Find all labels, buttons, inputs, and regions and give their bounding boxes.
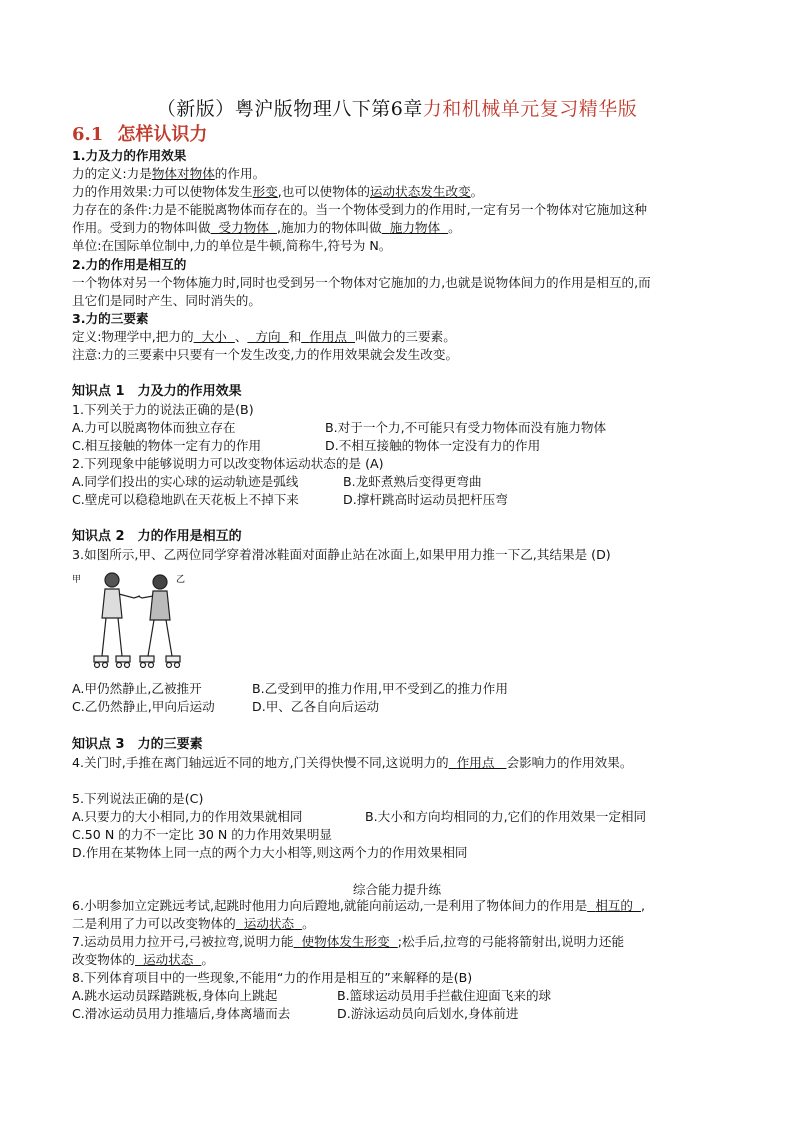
text: ;松手后,拉弯的弓能将箭射出,说明力还能 <box>397 934 625 949</box>
question-3: 3.如图所示,甲、乙两位同学穿着滑冰鞋面对面静止站在冰面上,如果甲用力推一下乙,其结果是 (D) <box>72 547 611 562</box>
underlined-text: 物体对物体 <box>151 166 215 181</box>
title-highlight: 力和机械单元复习精华版 <box>422 98 638 120</box>
q1-option-b: B.对于一个力,不可能只有受力物体而没有施力物体 <box>325 420 607 435</box>
effect-line <box>72 183 483 201</box>
underlined-blank <box>236 916 302 931</box>
question-6 <box>72 897 645 915</box>
question-5: 5.下列说法正确的是(C) <box>72 791 204 806</box>
text: 。 <box>302 916 315 931</box>
q1-option-d: D.不相互接触的物体一定没有力的作用 <box>325 438 541 453</box>
q5-option-a: A.只要力的大小相同,力的作用效果就相同 <box>72 809 303 824</box>
q8-option-b: B.篮球运动员用手拦截住迎面飞来的球 <box>337 988 552 1003</box>
underlined-blank <box>211 220 277 235</box>
q3-option-a: A.甲仍然静止,乙被推开 <box>72 681 202 696</box>
section-heading <box>72 123 207 147</box>
text: 、 <box>234 329 248 344</box>
question-8: 8.下列体育项目中的一些现象,不能用“力的作用是相互的”来解释的是(B) <box>72 970 473 985</box>
text: 会影响力的作用效果。 <box>506 755 633 770</box>
text: 作用。受到力的物体叫做 <box>72 220 211 235</box>
q2-option-d: D.撑杆跳高时运动员把杆压弯 <box>343 492 508 507</box>
heading-three-elements: 3.力的三要素 <box>72 311 149 326</box>
underlined-blank <box>135 952 201 967</box>
q8-option-c: C.滑冰运动员用力推墙后,身体离墙而去 <box>72 1006 291 1021</box>
person-jia <box>94 573 140 668</box>
q2-option-a: A.同学们投出的实心球的运动轨迹是弧线 <box>72 474 299 489</box>
section-name: 怎样认识力 <box>117 124 208 145</box>
text: 定义:物理学中,把力的 <box>72 329 194 344</box>
question-1: 1.下列关于力的说法正确的是(B) <box>72 402 254 417</box>
underlined-text: 运动状态发生改变 <box>369 184 471 199</box>
answer: 运动状态 <box>243 916 295 931</box>
q3-option-c: C.乙仍然静止,甲向后运动 <box>72 699 215 714</box>
condition-line-2 <box>72 219 461 237</box>
underlined-text: 形变 <box>252 184 278 199</box>
figure-label-yi: 乙 <box>176 575 186 585</box>
underlined-blank <box>301 329 355 344</box>
question-2: 2.下列现象中能够说明力可以改变物体运动状态的是 (A) <box>72 456 384 471</box>
answer: 大小 <box>201 329 227 344</box>
answer: 施力物体 <box>389 220 441 235</box>
underlined-blank <box>449 755 507 770</box>
kp2-heading: 知识点 2 力的作用是相互的 <box>72 529 242 544</box>
underlined-blank <box>194 329 235 344</box>
condition-line: 力存在的条件:力是不能脱离物体而存在的。当一个物体受到力的作用时,一定有另一个物体对它施加这种 <box>72 202 647 217</box>
text: 改变物体的 <box>72 952 135 967</box>
mutual-line: 一个物体对另一个物体施力时,同时也受到另一个物体对它施加的力,也就是说物体间力的作用是相互的,而 <box>72 275 651 290</box>
text: 力的作用效果:力可以使物体发生 <box>72 184 253 199</box>
text: 的作用。 <box>214 166 266 181</box>
text: , <box>641 898 646 913</box>
answer: 运动状态 <box>142 952 194 967</box>
skaters-figure <box>72 568 202 680</box>
note-line: 注意:力的三要素中只要有一个发生改变,力的作用效果就会发生改变。 <box>72 347 459 362</box>
text: ,也可以使物体的 <box>277 184 370 199</box>
text: 7.运动员用力拉开弓,弓被拉弯,说明力能 <box>72 934 294 949</box>
answer: 作用点 <box>456 755 495 770</box>
figure-label-jia: 甲 <box>72 575 82 585</box>
q1-option-a: A.力可以脱离物体而独立存在 <box>72 420 236 435</box>
answer: 方向 <box>255 329 281 344</box>
heading-force-effect: 1.力及力的作用效果 <box>72 148 187 163</box>
kp1-heading: 知识点 1 力及力的作用效果 <box>72 384 242 399</box>
q2-option-b: B.龙虾煮熟后变得更弯曲 <box>343 474 482 489</box>
definition-line <box>72 165 265 183</box>
text: 4.关门时,手推在离门轴远近不同的地方,门关得快慢不同,这说明力的 <box>72 755 449 770</box>
person-yi <box>138 575 180 668</box>
three-elements-line <box>72 328 456 346</box>
underlined-blank <box>294 934 398 949</box>
q3-option-b: B.乙受到甲的推力作用,甲不受到乙的推力作用 <box>252 681 508 696</box>
text: 。 <box>470 184 484 199</box>
q8-option-d: D.游泳运动员向后划水,身体前进 <box>337 1006 519 1021</box>
text: 。 <box>201 952 214 967</box>
question-4 <box>72 754 632 772</box>
text: 和 <box>288 329 302 344</box>
answer: 使物体发生形变 <box>301 934 390 949</box>
question-6-cont <box>72 915 315 933</box>
question-7 <box>72 933 624 951</box>
unit-line: 单位:在国际单位制中,力的单位是牛顿,简称牛,符号为 N。 <box>72 238 392 253</box>
kp3-heading: 知识点 3 力的三要素 <box>72 737 203 752</box>
text: 。 <box>448 220 461 235</box>
q5-option-b: B.大小和方向均相同的力,它们的作用效果一定相同 <box>365 809 647 824</box>
text: ,施加力的物体叫做 <box>276 220 382 235</box>
underlined-blank <box>587 898 641 913</box>
comprehensive-heading: 综合能力提升练 <box>352 882 442 897</box>
page-title <box>0 97 794 121</box>
title-main: （新版）粤沪版物理八下第6章 <box>156 98 423 120</box>
text: 叫做力的三要素。 <box>355 329 456 344</box>
answer: 相互的 <box>595 898 633 913</box>
text: 二是利用了力可以改变物体的 <box>72 916 236 931</box>
q5-option-c: C.50 N 的力不一定比 30 N 的力作用效果明显 <box>72 827 333 842</box>
q2-option-c: C.壁虎可以稳稳地趴在天花板上不掉下来 <box>72 492 299 507</box>
q3-option-d: D.甲、乙各自向后运动 <box>252 699 380 714</box>
answer: 作用点 <box>309 329 348 344</box>
skaters-illustration <box>72 568 202 680</box>
answer: 受力物体 <box>218 220 269 235</box>
q5-option-d: D.作用在某物体上同一点的两个力大小相等,则这两个力的作用效果相同 <box>72 845 468 860</box>
section-number: 6.1 <box>72 124 104 145</box>
heading-mutual: 2.力的作用是相互的 <box>72 257 187 272</box>
question-7-cont <box>72 951 214 969</box>
text: 6.小明参加立定跳远考试,起跳时他用力向后蹬地,就能向前运动,一是利用了物体间力的作用是 <box>72 898 588 913</box>
underlined-blank <box>247 329 288 344</box>
underlined-blank <box>382 220 448 235</box>
q1-option-c: C.相互接触的物体一定有力的作用 <box>72 438 262 453</box>
q8-option-a: A.跳水运动员踩踏跳板,身体向上跳起 <box>72 988 278 1003</box>
text: 力的定义:力是 <box>72 166 152 181</box>
mutual-line-2: 且它们是同时产生、同时消失的。 <box>72 293 261 308</box>
